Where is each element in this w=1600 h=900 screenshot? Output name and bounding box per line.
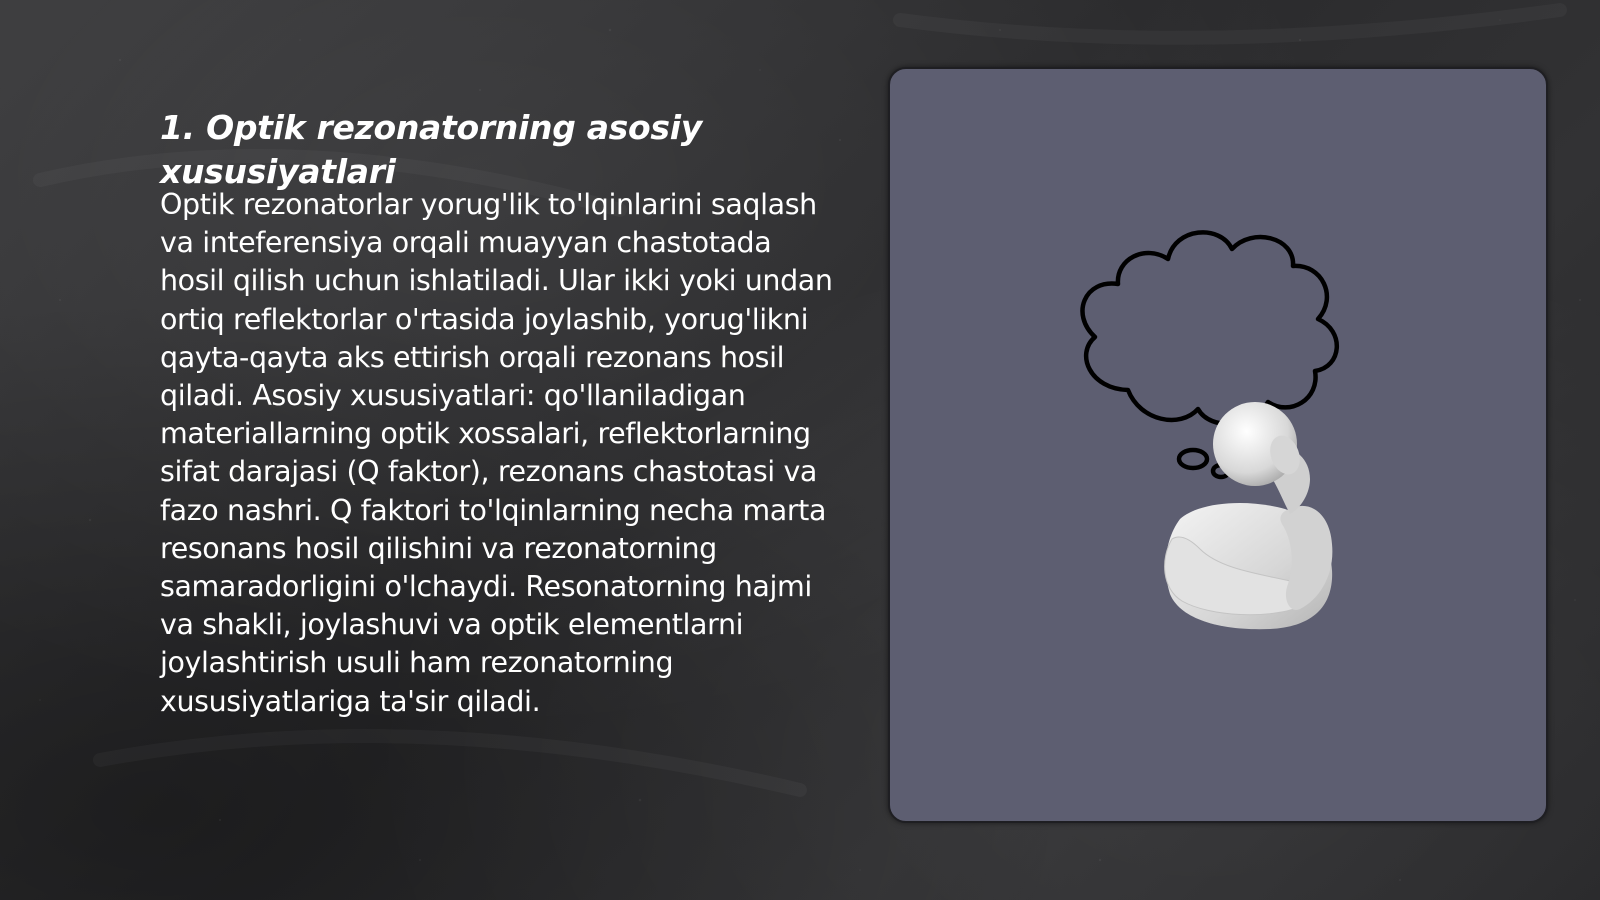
thinking-person-icon	[1165, 402, 1333, 629]
slide-title: 1. Optik rezonatorning asosiy xususiyatlari	[160, 108, 702, 191]
thinking-person-illustration	[890, 69, 1548, 823]
thought-bubble-icon	[1083, 232, 1337, 477]
illustration-frame	[888, 67, 1548, 823]
content-text-block	[160, 106, 840, 721]
slide-body-paragraph: Optik rezonatorlar yorug'lik to'lqinlarini saqlash va inteferensiya orqali muayyan chastotada hosil qilish uchun ishlatiladi. Ular ikki yoki undan ortiq reflektorlar o'rtasida joylashib, yorug'likni qayta-qayta aks ettirish orqali rezonans hosil qiladi. Asosiy xususiyatlari: qo'llaniladigan materiallarning optik xossalari, reflektorlarning sifat darajasi (Q faktor), rezonans chastotasi va fazo nashri. Q faktori to'lqinlarning necha marta resonans hosil qilishini va rezonatorning samaradorligini o'lchaydi. Resonatorning hajmi va shakli, joylashuvi va optik elementlarni joylashtirish usuli ham rezonatorning xususiyatlariga ta'sir qiladi.	[160, 188, 833, 718]
